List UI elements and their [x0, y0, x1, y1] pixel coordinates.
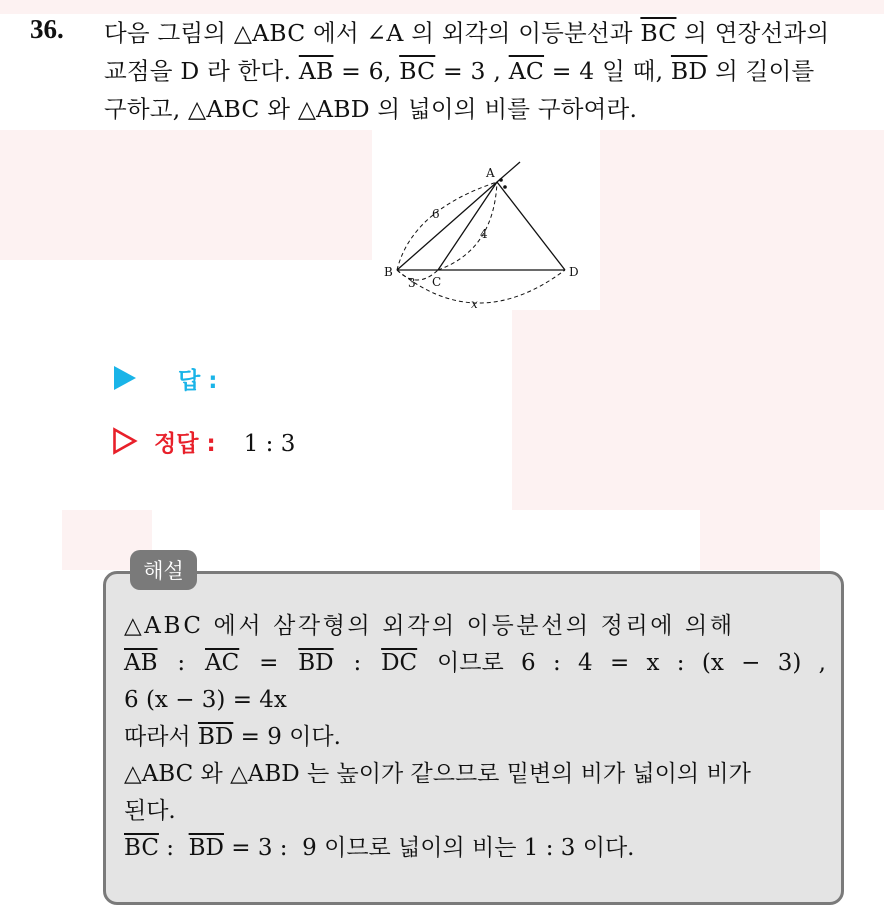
segment-ab: $\overline{AB}$ — [298, 57, 334, 85]
question-line-1: 다음 그림의 △ABC 에서 ∠A 의 외각의 이등분선과 $\overline{BC}$ 의 연장선과의 — [104, 19, 830, 47]
background-patch — [700, 510, 820, 570]
segment-bd: $\overline{BD}$ — [670, 57, 708, 85]
answer-label: 답 : — [178, 368, 218, 394]
question-line-3: 구하고, △ABC 와 △ABD 의 넓이의 비를 구하여라. — [104, 95, 638, 123]
question-number: 36. — [30, 14, 64, 44]
label-c: C — [432, 275, 442, 289]
line-ad — [497, 182, 565, 270]
label-a: A — [486, 166, 495, 180]
solution-text — [124, 608, 826, 867]
correct-answer-label: 정답 : — [154, 431, 216, 457]
solution-line-6: 된다. — [124, 798, 176, 824]
segment-bd: $\overline{BD}$ — [197, 724, 234, 750]
segment-bc: $\overline{BC}$ — [124, 835, 159, 861]
angle-dot — [503, 185, 507, 189]
answer-row — [112, 362, 217, 395]
solution-tab: 해설 — [130, 550, 197, 590]
segment-bc: $\overline{BC}$ — [399, 57, 436, 85]
length-bc: 3 — [408, 276, 416, 290]
correct-answer-value: 1 : 3 — [243, 431, 296, 457]
segment-ac: $\overline{AC}$ — [205, 650, 240, 676]
solution-line-4: 따라서 $\overline{BD} = 9$ 이다. — [124, 724, 341, 750]
question-text — [104, 14, 874, 128]
background-patch — [0, 0, 884, 14]
length-ab: 6 — [432, 207, 440, 221]
solution-line-7: $\overline{BC}$ : $\overline{BD} = 3$ : 9 이므로 넓이의 비는 1 : 3 이다. — [124, 835, 635, 861]
segment-dc: $\overline{DC}$ — [381, 650, 418, 676]
background-patch — [512, 310, 884, 510]
segment-bd: $\overline{BD}$ — [188, 835, 224, 861]
segment-ab: $\overline{AB}$ — [124, 650, 158, 676]
segment-bc: $\overline{BC}$ — [640, 19, 677, 47]
solution-line-1: △ABC 에서 삼각형의 외각의 이등분선의 정리에 의해 — [124, 613, 735, 639]
solution-line-5: △ABC 와 △ABD 는 높이가 같으므로 밑변의 비가 넓이의 비가 — [124, 761, 751, 787]
triangle-figure — [372, 158, 602, 318]
correct-answer-row — [112, 425, 295, 458]
solution-line-2: $\overline{AB}$ : $\overline{AC}$ = $\overline{BD}$ : $\overline{DC}$ 이므로 6 : 4 = x : (x − 3) , — [124, 645, 826, 682]
label-b: B — [384, 265, 393, 279]
segment-ac: $\overline{AC}$ — [508, 57, 545, 85]
background-patch — [600, 130, 884, 310]
angle-dot — [499, 178, 503, 182]
length-ac: 4 — [480, 227, 488, 241]
question-line-2: 교점을 D 라 한다. $\overline{AB} = 6$, $\overline{BC} = 3$ , $\overline{AC} = 4$ 일 때, $\overline{BD}$ 의 길이를 — [104, 57, 815, 85]
length-bd: x — [471, 297, 478, 311]
answer-play-icon — [112, 364, 138, 392]
label-d: D — [569, 265, 579, 279]
solution-line-3: 6 (x − 3) = 4x — [124, 687, 287, 713]
segment-bd: $\overline{BD}$ — [298, 650, 334, 676]
correct-outline-play-icon — [112, 427, 138, 455]
arc-bd — [397, 270, 565, 303]
background-patch — [0, 130, 372, 260]
